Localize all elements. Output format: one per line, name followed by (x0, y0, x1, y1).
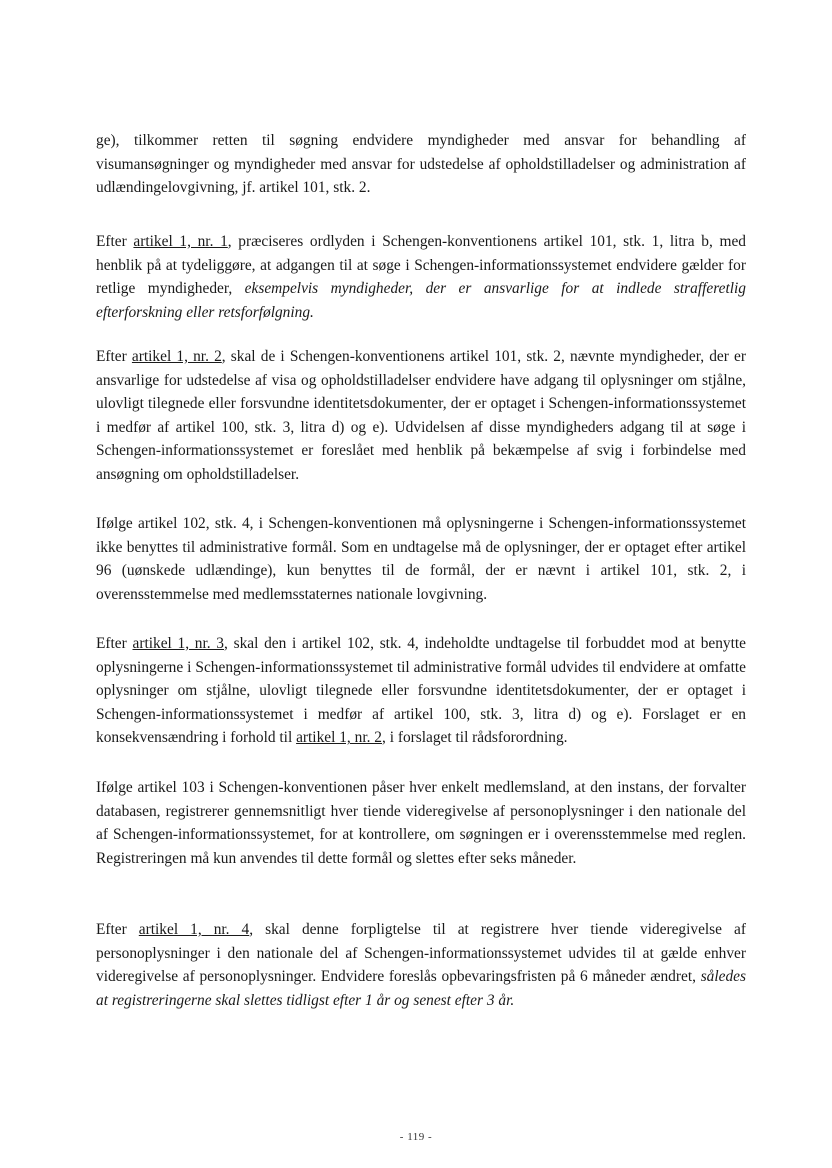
paragraph-3 (96, 345, 746, 487)
paragraph-text: Efter (96, 921, 139, 938)
paragraph-text: Efter (96, 635, 133, 652)
paragraph-6 (96, 776, 746, 870)
article-reference: artikel 1, nr. 2 (296, 729, 382, 747)
paragraph-text: Ifølge artikel 103 i Schengen-konventionen påser hver enkelt medlemsland, at den instans, der forvalter databasen, registrerer gennemsnitligt hver tiende videregivelse af personoplysninger i den nationale del af Schengen-informationssystemet, for at kontrollere, om søgningen er i overensstemmelse med reglen. Registreringen må kun anvendes til dette formål og slettes efter seks måneder. (96, 779, 746, 867)
paragraph-text: , skal denne forpligtelse til at registrere hver tiende videregivelse af personoplysninger i den nationale del af Schengen-informationssystemet udvides til at gælde enhver videregivelse af personoplysninger. Endvidere foreslås opbevaringsfristen på 6 måneder ændret, (96, 921, 746, 986)
article-reference: artikel 1, nr. 1 (133, 233, 228, 250)
paragraph-5 (96, 632, 746, 750)
paragraph-text: Efter (96, 233, 134, 250)
paragraph-text: , skal den i artikel 102, stk. 4, indeholdte undtagelse til forbuddet mod at benytte oplysningerne i Schengen-informationssystemet til administrative formål udvides til endvidere at omfatte oplysninger om stjålne, ulovligt tilegnede eller forsvundne identitetsdokumenter, der er optaget i Schengen-informationssystemet i medfør af artikel 100, stk. 3, litra d) og e). Forslaget er en konsekvensændring i forhold til (96, 635, 746, 747)
emphasized-text: eksempelvis myndigheder, der er ansvarlige for at indlede strafferetlig efterforskning eller retsforfølgning. (96, 280, 746, 321)
paragraph-7 (96, 918, 746, 1012)
emphasized-text: således at registreringerne skal slettes tidligst efter 1 år og senest efter 3 år. (96, 968, 746, 1009)
article-reference: artikel 1, nr. 3 (132, 635, 225, 652)
paragraph-text: ge), tilkommer retten til søgning endvidere myndigheder med ansvar for behandling af visumansøgninger og myndigheder med ansvar for udstedelse af opholdstilladelser og administration af udlændingelovgivning, jf. artikel 101, stk. 2. (96, 132, 746, 197)
paragraph-text: , skal de i Schengen-konventionens artikel 101, stk. 2, nævnte myndigheder, der er ansvarlige for udstedelse af visa og opholdstilladelser endvidere have adgang til oplysninger om stjålne, ulovligt tilegnede eller forsvundne identitetsdokumenter, der er optaget i Schengen-informationssystemet i medfør af artikel 100, stk. 3, litra d) og e). Udvidelsen af disse myndigheders adgang til at søge i Schengen-informationssystemet er foreslået med henblik på bekæmpelse af svig i forbindelse med ansøgning om opholdstilladelser. (96, 348, 746, 483)
paragraph-text: Efter (96, 348, 132, 365)
article-reference: artikel 1, nr. 4 (138, 921, 250, 938)
paragraph-4 (96, 512, 746, 606)
paragraph-text: , præciseres ordlyden i Schengen-konventionens artikel 101, stk. 1, litra b, med henblik på at tydeliggøre, at adgangen til at søge i Schengen-informationssystemet endvidere gælder for retlige myndigheder, (96, 233, 746, 298)
paragraph-text: Ifølge artikel 102, stk. 4, i Schengen-konventionen må oplysningerne i Schengen-informationssystemet ikke benyttes til administrative formål. Som en undtagelse må de oplysninger, der er optaget efter artikel 96 (uønskede udlændinge), kun benyttes til de formål, der er nævnt i artikel 101, stk. 2, i overensstemmelse med medlemsstaternes nationale lovgivning. (96, 515, 746, 603)
paragraph-text: , i forslaget til rådsforordning. (382, 729, 568, 747)
page-number: - 119 - (399, 1131, 433, 1143)
article-reference: artikel 1, nr. 2 (131, 348, 222, 365)
paragraph-1 (96, 129, 746, 200)
paragraph-2 (96, 230, 746, 324)
